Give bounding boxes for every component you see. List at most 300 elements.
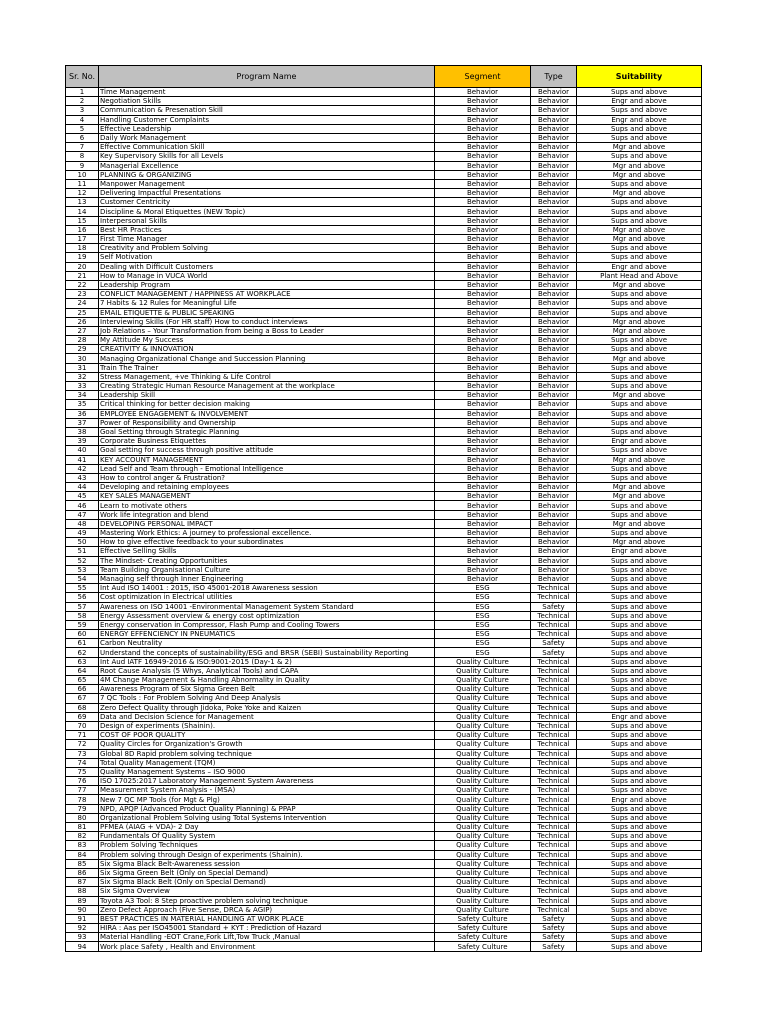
cell-suitability[interactable]: Sups and above [577,859,702,868]
cell-program-name[interactable]: Global 8D Rapid problem solving technique [99,749,435,758]
cell-sr-no[interactable]: 80 [66,813,99,822]
cell-segment[interactable]: Quality Culture [435,758,531,767]
cell-segment[interactable]: Quality Culture [435,740,531,749]
cell-type[interactable]: Behavior [531,501,577,510]
table-row[interactable] [66,492,702,501]
cell-segment[interactable]: Behavior [435,446,531,455]
cell-type[interactable]: Behavior [531,473,577,482]
cell-program-name[interactable]: Handling Customer Complaints [99,115,435,124]
cell-program-name[interactable]: Six Sigma Black Belt-Awareness session [99,859,435,868]
cell-type[interactable]: Behavior [531,437,577,446]
cell-suitability[interactable]: Sups and above [577,878,702,887]
cell-segment[interactable]: Quality Culture [435,832,531,841]
cell-suitability[interactable]: Mgr and above [577,235,702,244]
cell-type[interactable]: Behavior [531,400,577,409]
cell-type[interactable]: Behavior [531,216,577,225]
cell-segment[interactable]: Behavior [435,326,531,335]
table-row[interactable] [66,538,702,547]
cell-sr-no[interactable]: 53 [66,565,99,574]
cell-suitability[interactable]: Mgr and above [577,143,702,152]
cell-type[interactable]: Behavior [531,170,577,179]
cell-sr-no[interactable]: 31 [66,363,99,372]
cell-program-name[interactable]: KEY SALES MANAGEMENT [99,492,435,501]
cell-segment[interactable]: ESG [435,602,531,611]
cell-type[interactable]: Behavior [531,179,577,188]
cell-sr-no[interactable]: 36 [66,409,99,418]
cell-type[interactable]: Behavior [531,464,577,473]
cell-suitability[interactable]: Engr and above [577,795,702,804]
cell-segment[interactable]: Behavior [435,409,531,418]
table-row[interactable] [66,703,702,712]
cell-program-name[interactable]: Energy conservation in Compressor, Flash Pump and Cooling Towers [99,620,435,629]
cell-type[interactable]: Behavior [531,308,577,317]
cell-type[interactable]: Technical [531,850,577,859]
cell-type[interactable]: Technical [531,740,577,749]
table-row[interactable] [66,914,702,923]
header-segment[interactable]: Segment [435,66,531,88]
cell-suitability[interactable]: Sups and above [577,676,702,685]
cell-type[interactable]: Technical [531,868,577,877]
cell-program-name[interactable]: Zero Defect Approach (Five Sense, DRCA & AGIP) [99,905,435,914]
cell-type[interactable]: Technical [531,804,577,813]
cell-suitability[interactable]: Sups and above [577,758,702,767]
table-row[interactable] [66,372,702,381]
cell-segment[interactable]: Quality Culture [435,905,531,914]
cell-suitability[interactable]: Sups and above [577,841,702,850]
cell-sr-no[interactable]: 81 [66,823,99,832]
cell-program-name[interactable]: Root Cause Analysis (5 Whys, Analytical Tools) and CAPA [99,666,435,675]
cell-segment[interactable]: Behavior [435,216,531,225]
table-row[interactable] [66,620,702,629]
cell-segment[interactable]: Behavior [435,547,531,556]
cell-type[interactable]: Behavior [531,483,577,492]
cell-program-name[interactable]: Effective Leadership [99,124,435,133]
cell-segment[interactable]: Behavior [435,418,531,427]
cell-segment[interactable]: Behavior [435,308,531,317]
cell-segment[interactable]: Quality Culture [435,804,531,813]
cell-segment[interactable]: Quality Culture [435,685,531,694]
cell-sr-no[interactable]: 29 [66,345,99,354]
table-row[interactable] [66,308,702,317]
table-row[interactable] [66,473,702,482]
cell-type[interactable]: Behavior [531,391,577,400]
cell-program-name[interactable]: Leadership Program [99,280,435,289]
header-sr-no[interactable]: Sr. No. [66,66,99,88]
cell-program-name[interactable]: Discipline & Moral Etiquettes (NEW Topic) [99,207,435,216]
cell-type[interactable]: Behavior [531,418,577,427]
cell-program-name[interactable]: Quality Circles for Organization's Growth [99,740,435,749]
cell-type[interactable]: Behavior [531,565,577,574]
cell-program-name[interactable]: How to control anger & Frustration? [99,473,435,482]
cell-suitability[interactable]: Sups and above [577,372,702,381]
cell-segment[interactable]: Behavior [435,253,531,262]
table-row[interactable] [66,225,702,234]
cell-segment[interactable]: Behavior [435,143,531,152]
cell-suitability[interactable]: Sups and above [577,767,702,776]
cell-suitability[interactable]: Sups and above [577,694,702,703]
cell-segment[interactable]: Safety Culture [435,914,531,923]
cell-suitability[interactable]: Sups and above [577,666,702,675]
cell-program-name[interactable]: Key Supervisory Skills for all Levels [99,152,435,161]
cell-sr-no[interactable]: 30 [66,354,99,363]
cell-sr-no[interactable]: 6 [66,133,99,142]
cell-sr-no[interactable]: 47 [66,510,99,519]
cell-type[interactable]: Behavior [531,317,577,326]
table-row[interactable] [66,795,702,804]
cell-sr-no[interactable]: 11 [66,179,99,188]
table-row[interactable] [66,290,702,299]
cell-type[interactable]: Behavior [531,382,577,391]
cell-suitability[interactable]: Engr and above [577,262,702,271]
cell-suitability[interactable]: Sups and above [577,685,702,694]
cell-segment[interactable]: Behavior [435,161,531,170]
cell-suitability[interactable]: Sups and above [577,850,702,859]
cell-suitability[interactable]: Sups and above [577,868,702,877]
cell-program-name[interactable]: Energy Assessment overview & energy cost optimization [99,611,435,620]
cell-segment[interactable]: Behavior [435,427,531,436]
cell-type[interactable]: Technical [531,666,577,675]
cell-program-name[interactable]: Zero Defect Quality through Jidoka, Poke Yoke and Kaizen [99,703,435,712]
cell-segment[interactable]: ESG [435,593,531,602]
cell-sr-no[interactable]: 41 [66,455,99,464]
table-row[interactable] [66,179,702,188]
cell-sr-no[interactable]: 78 [66,795,99,804]
cell-type[interactable]: Behavior [531,299,577,308]
cell-program-name[interactable]: Measurement System Analysis - (MSA) [99,786,435,795]
cell-segment[interactable]: Behavior [435,501,531,510]
header-type[interactable]: Type [531,66,577,88]
cell-segment[interactable]: Behavior [435,538,531,547]
cell-segment[interactable]: Behavior [435,492,531,501]
cell-sr-no[interactable]: 17 [66,235,99,244]
cell-program-name[interactable]: Communication & Presenation Skill [99,106,435,115]
cell-segment[interactable]: Behavior [435,473,531,482]
cell-program-name[interactable]: Best HR Practices [99,225,435,234]
cell-suitability[interactable]: Sups and above [577,924,702,933]
cell-segment[interactable]: Behavior [435,280,531,289]
table-row[interactable] [66,749,702,758]
cell-sr-no[interactable]: 68 [66,703,99,712]
cell-sr-no[interactable]: 54 [66,574,99,583]
cell-program-name[interactable]: Stress Management, +ve Thinking & Life Control [99,372,435,381]
table-row[interactable] [66,942,702,951]
cell-sr-no[interactable]: 45 [66,492,99,501]
cell-segment[interactable]: ESG [435,620,531,629]
cell-program-name[interactable]: New 7 QC MP Tools (for Mgt & Plg) [99,795,435,804]
cell-type[interactable]: Technical [531,593,577,602]
cell-program-name[interactable]: Problem Solving Techniques [99,841,435,850]
cell-program-name[interactable]: Total Quality Management (TQM) [99,758,435,767]
table-row[interactable] [66,88,702,97]
cell-program-name[interactable]: COST OF POOR QUALITY [99,731,435,740]
cell-type[interactable]: Technical [531,859,577,868]
cell-type[interactable]: Behavior [531,345,577,354]
cell-segment[interactable]: Behavior [435,198,531,207]
cell-suitability[interactable]: Sups and above [577,905,702,914]
cell-sr-no[interactable]: 25 [66,308,99,317]
cell-suitability[interactable]: Mgr and above [577,391,702,400]
cell-suitability[interactable]: Sups and above [577,198,702,207]
cell-segment[interactable]: Safety Culture [435,924,531,933]
cell-type[interactable]: Technical [531,694,577,703]
cell-type[interactable]: Behavior [531,446,577,455]
cell-suitability[interactable]: Sups and above [577,290,702,299]
cell-program-name[interactable]: Team Building Organisational Culture [99,565,435,574]
cell-segment[interactable]: Behavior [435,519,531,528]
cell-suitability[interactable]: Sups and above [577,749,702,758]
cell-program-name[interactable]: KEY ACCOUNT MANAGEMENT [99,455,435,464]
cell-segment[interactable]: Quality Culture [435,795,531,804]
cell-program-name[interactable]: Time Management [99,88,435,97]
cell-type[interactable]: Behavior [531,280,577,289]
cell-suitability[interactable]: Sups and above [577,382,702,391]
cell-program-name[interactable]: Interpersonal Skills [99,216,435,225]
table-row[interactable] [66,859,702,868]
table-row[interactable] [66,657,702,666]
table-row[interactable] [66,262,702,271]
cell-suitability[interactable]: Sups and above [577,88,702,97]
table-row[interactable] [66,740,702,749]
cell-suitability[interactable]: Mgr and above [577,538,702,547]
cell-segment[interactable]: Behavior [435,88,531,97]
cell-type[interactable]: Behavior [531,189,577,198]
cell-type[interactable]: Technical [531,611,577,620]
cell-sr-no[interactable]: 49 [66,529,99,538]
cell-suitability[interactable]: Sups and above [577,446,702,455]
cell-suitability[interactable]: Sups and above [577,740,702,749]
cell-segment[interactable]: Quality Culture [435,823,531,832]
cell-segment[interactable]: Behavior [435,244,531,253]
cell-program-name[interactable]: Goal Setting through Strategic Planning [99,427,435,436]
table-row[interactable] [66,841,702,850]
table-row[interactable] [66,731,702,740]
cell-sr-no[interactable]: 2 [66,97,99,106]
cell-sr-no[interactable]: 62 [66,648,99,657]
table-row[interactable] [66,115,702,124]
table-row[interactable] [66,317,702,326]
table-row[interactable] [66,648,702,657]
cell-program-name[interactable]: Cost optimization in Electrical utilities [99,593,435,602]
table-row[interactable] [66,850,702,859]
cell-suitability[interactable]: Sups and above [577,786,702,795]
cell-sr-no[interactable]: 63 [66,657,99,666]
cell-sr-no[interactable]: 91 [66,914,99,923]
cell-sr-no[interactable]: 83 [66,841,99,850]
cell-suitability[interactable]: Sups and above [577,124,702,133]
cell-sr-no[interactable]: 12 [66,189,99,198]
cell-suitability[interactable]: Mgr and above [577,483,702,492]
cell-program-name[interactable]: Daily Work Management [99,133,435,142]
cell-sr-no[interactable]: 89 [66,896,99,905]
cell-sr-no[interactable]: 48 [66,519,99,528]
cell-suitability[interactable]: Sups and above [577,418,702,427]
cell-segment[interactable]: Behavior [435,290,531,299]
cell-program-name[interactable]: Job Relations – Your Transformation from being a Boss to Leader [99,326,435,335]
table-row[interactable] [66,106,702,115]
cell-program-name[interactable]: Work place Safety , Health and Environment [99,942,435,951]
cell-sr-no[interactable]: 1 [66,88,99,97]
cell-segment[interactable]: Behavior [435,271,531,280]
cell-segment[interactable]: Quality Culture [435,868,531,877]
cell-suitability[interactable]: Sups and above [577,308,702,317]
cell-segment[interactable]: Behavior [435,179,531,188]
table-row[interactable] [66,639,702,648]
cell-program-name[interactable]: Managing self through Inner Engineering [99,574,435,583]
cell-program-name[interactable]: HIRA : Aas per ISO45001 Standard + KYT : Prediction of Hazard [99,924,435,933]
cell-sr-no[interactable]: 10 [66,170,99,179]
table-row[interactable] [66,501,702,510]
cell-type[interactable]: Technical [531,630,577,639]
cell-sr-no[interactable]: 16 [66,225,99,234]
cell-suitability[interactable]: Sups and above [577,620,702,629]
cell-segment[interactable]: Behavior [435,464,531,473]
cell-segment[interactable]: Behavior [435,391,531,400]
cell-type[interactable]: Safety [531,602,577,611]
cell-suitability[interactable]: Mgr and above [577,170,702,179]
cell-type[interactable]: Safety [531,648,577,657]
cell-program-name[interactable]: Goal setting for success through positive attitude [99,446,435,455]
cell-type[interactable]: Technical [531,777,577,786]
cell-type[interactable]: Behavior [531,88,577,97]
cell-sr-no[interactable]: 55 [66,584,99,593]
cell-segment[interactable]: Quality Culture [435,749,531,758]
cell-suitability[interactable]: Mgr and above [577,519,702,528]
cell-suitability[interactable]: Sups and above [577,584,702,593]
cell-segment[interactable]: Quality Culture [435,841,531,850]
table-row[interactable] [66,97,702,106]
cell-segment[interactable]: Behavior [435,262,531,271]
cell-type[interactable]: Safety [531,639,577,648]
cell-segment[interactable]: Behavior [435,565,531,574]
cell-suitability[interactable]: Sups and above [577,611,702,620]
cell-program-name[interactable]: Problem solving through Design of experiments (Shainin). [99,850,435,859]
cell-segment[interactable]: Safety Culture [435,942,531,951]
cell-segment[interactable]: Quality Culture [435,859,531,868]
table-row[interactable] [66,189,702,198]
cell-type[interactable]: Behavior [531,262,577,271]
cell-sr-no[interactable]: 60 [66,630,99,639]
cell-segment[interactable]: ESG [435,584,531,593]
cell-sr-no[interactable]: 44 [66,483,99,492]
table-row[interactable] [66,446,702,455]
cell-type[interactable]: Behavior [531,510,577,519]
cell-program-name[interactable]: Negotiation Skills [99,97,435,106]
cell-segment[interactable]: Safety Culture [435,933,531,942]
cell-sr-no[interactable]: 28 [66,336,99,345]
cell-suitability[interactable]: Mgr and above [577,354,702,363]
cell-suitability[interactable]: Sups and above [577,216,702,225]
cell-sr-no[interactable]: 42 [66,464,99,473]
cell-segment[interactable]: Behavior [435,336,531,345]
cell-sr-no[interactable]: 74 [66,758,99,767]
cell-suitability[interactable]: Sups and above [577,804,702,813]
cell-suitability[interactable]: Mgr and above [577,161,702,170]
cell-sr-no[interactable]: 39 [66,437,99,446]
table-row[interactable] [66,409,702,418]
table-row[interactable] [66,666,702,675]
cell-sr-no[interactable]: 21 [66,271,99,280]
cell-suitability[interactable]: Engr and above [577,712,702,721]
cell-segment[interactable]: ESG [435,639,531,648]
cell-segment[interactable]: Behavior [435,317,531,326]
table-row[interactable] [66,832,702,841]
table-row[interactable] [66,483,702,492]
cell-segment[interactable]: Behavior [435,152,531,161]
table-row[interactable] [66,933,702,942]
cell-suitability[interactable]: Sups and above [577,648,702,657]
cell-program-name[interactable]: How to Manage in VUCA World [99,271,435,280]
cell-program-name[interactable]: My Attitude My Success [99,336,435,345]
cell-suitability[interactable]: Sups and above [577,427,702,436]
cell-segment[interactable]: Behavior [435,345,531,354]
cell-segment[interactable]: Behavior [435,363,531,372]
cell-suitability[interactable]: Sups and above [577,299,702,308]
table-row[interactable] [66,510,702,519]
cell-suitability[interactable]: Sups and above [577,574,702,583]
cell-segment[interactable]: Quality Culture [435,767,531,776]
table-row[interactable] [66,354,702,363]
cell-sr-no[interactable]: 14 [66,207,99,216]
cell-sr-no[interactable]: 70 [66,721,99,730]
cell-sr-no[interactable]: 65 [66,676,99,685]
table-row[interactable] [66,271,702,280]
cell-program-name[interactable]: Self Motivation [99,253,435,262]
cell-sr-no[interactable]: 4 [66,115,99,124]
cell-type[interactable]: Behavior [531,372,577,381]
cell-segment[interactable]: Behavior [435,510,531,519]
cell-type[interactable]: Behavior [531,363,577,372]
table-row[interactable] [66,124,702,133]
table-row[interactable] [66,363,702,372]
cell-program-name[interactable]: Customer Centricity [99,198,435,207]
cell-sr-no[interactable]: 73 [66,749,99,758]
cell-type[interactable]: Technical [531,721,577,730]
cell-segment[interactable]: Behavior [435,170,531,179]
cell-program-name[interactable]: Critical thinking for better decision making [99,400,435,409]
cell-program-name[interactable]: Carbon Neutrality [99,639,435,648]
cell-suitability[interactable]: Sups and above [577,244,702,253]
cell-sr-no[interactable]: 33 [66,382,99,391]
cell-suitability[interactable]: Sups and above [577,106,702,115]
cell-program-name[interactable]: Toyota A3 Tool: 8 Step proactive problem solving technique [99,896,435,905]
cell-program-name[interactable]: CREATIVITY & INNOVATION [99,345,435,354]
table-row[interactable] [66,611,702,620]
cell-segment[interactable]: Behavior [435,189,531,198]
cell-program-name[interactable]: Interviewing Skills (For HR staff) How to conduct interviews [99,317,435,326]
cell-sr-no[interactable]: 8 [66,152,99,161]
cell-program-name[interactable]: Six Sigma Overview [99,887,435,896]
cell-type[interactable]: Behavior [531,427,577,436]
cell-suitability[interactable]: Sups and above [577,464,702,473]
table-row[interactable] [66,547,702,556]
cell-suitability[interactable]: Sups and above [577,363,702,372]
cell-type[interactable]: Technical [531,823,577,832]
cell-type[interactable]: Technical [531,832,577,841]
cell-type[interactable]: Behavior [531,492,577,501]
cell-sr-no[interactable]: 92 [66,924,99,933]
cell-suitability[interactable]: Sups and above [577,152,702,161]
table-row[interactable] [66,630,702,639]
cell-sr-no[interactable]: 93 [66,933,99,942]
cell-segment[interactable]: ESG [435,648,531,657]
cell-suitability[interactable]: Mgr and above [577,189,702,198]
cell-type[interactable]: Behavior [531,124,577,133]
cell-segment[interactable]: Behavior [435,299,531,308]
table-row[interactable] [66,161,702,170]
cell-sr-no[interactable]: 66 [66,685,99,694]
cell-suitability[interactable]: Sups and above [577,887,702,896]
table-row[interactable] [66,235,702,244]
